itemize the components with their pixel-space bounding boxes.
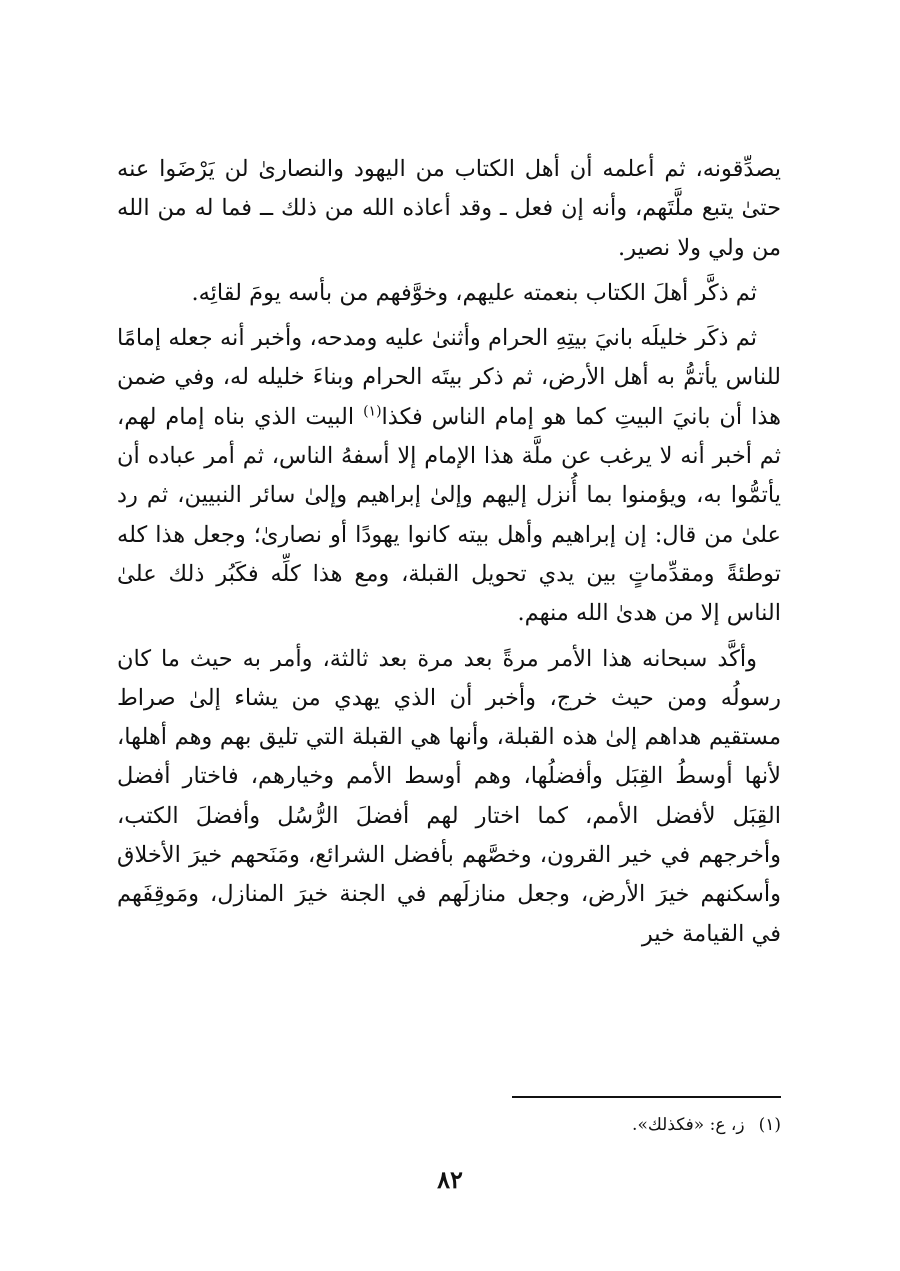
- text-line: ثم ذكَر خليلَه بانيَ بيتِهِ الحرام وأثنىٰ عليه ومدحه، وأخبر أنه جعله إمامًا: [117, 325, 757, 352]
- text-line: وأكَّد سبحانه هذا الأمر مرةً بعد مرة بعد ثالثة، وأمر به حيث ما كان: [117, 645, 757, 672]
- paragraph-2: [117, 274, 781, 313]
- text-line: للناس يأتمُّ به أهل الأرض، ثم ذكر بيتَه الحرام وبناءَ خليله له، وفي ضمن هذا: [117, 364, 781, 430]
- body-text: [117, 150, 781, 954]
- text-line: بين يدي تحويل القبلة، ومع هذا كلِّه فكَبُر ذلك علىٰ الناس إلا من هدىٰ الله: [117, 560, 781, 627]
- text-line: أن بانيَ البيتِ كما هو إمام الناس فكذا: [381, 403, 743, 430]
- text-line: إن إبراهيم وأهل بيته كانوا يهودًا أو نصارىٰ؛ وجعل هذا كله توطئةً ومقدِّماتٍ: [117, 521, 782, 587]
- text-line: القرون، وخصَّهم بأفضل الشرائع، ومَنَحهم خيرَ الأخلاق وأسكنهم خيرَ: [117, 842, 782, 908]
- paragraph-1: [117, 150, 781, 268]
- text-line: حتىٰ يتبع ملَّتَهم، وأنه إن فعل ـ وقد أعاذه الله من ذلك ــ فما له من الله من: [117, 195, 781, 261]
- page-number: ٨٢: [437, 1165, 463, 1194]
- text-line: يصدِّقونه، ثم أعلمه أن أهل الكتاب من اليهود والنصارىٰ لن يَرْضَوا عنه: [117, 156, 781, 182]
- text-line: هداهم إلىٰ هذه القبلة، وأنها هي القبلة التي تليق بهم وهم أهلها، لأنها أوسطُ: [117, 724, 781, 790]
- text-line: رسولُه ومن حيث خرج، وأخبر أن الذي يهدي من يشاء إلىٰ صراط مستقيم: [117, 684, 781, 751]
- text-line: البيت الذي بناه إمام لهم، ثم أخبر: [117, 403, 781, 470]
- text-line: الأرض، وجعل منازلَهم في الجنة خيرَ المنازل، ومَوقِفَهم في القيامة خير: [117, 881, 781, 947]
- footnote-reference[interactable]: (١): [363, 403, 382, 420]
- paragraph-4: [117, 640, 781, 954]
- text-line: ولي ولا نصير.: [618, 234, 745, 261]
- text-line: منهم.: [517, 600, 569, 627]
- text-line: أنه لا يرغب عن ملَّة هذا الإمام إلا أسفهُ الناس، ثم أمر عباده أن يأتمُّوا به،: [117, 443, 781, 509]
- text-line: ويؤمنوا بما أُنزل إليهم وإلىٰ إبراهيم وإلىٰ سائر النبيين، ثم رد علىٰ من قال:: [117, 482, 781, 548]
- footnote: [632, 1112, 781, 1138]
- footnote-divider: [512, 1096, 781, 1098]
- text-line: الأمم، كما اختار لهم أفضلَ الرُّسُل وأفضلَ الكتب، وأخرجهم في خير: [117, 802, 782, 869]
- text-line: ثم ذكَّر أهلَ الكتاب بنعمته عليهم، وخوَّفهم من بأسه يومَ لقائِه.: [191, 279, 757, 306]
- text-line: القِبَل وأفضلُها، وهم أوسط الأمم وخيارهم، فاختار أفضل القِبَل لأفضل: [117, 763, 781, 829]
- footnote-number: (١): [758, 1115, 781, 1135]
- footnote-text: ز، ع: «فكذلك».: [632, 1115, 745, 1135]
- paragraph-3: [117, 319, 781, 633]
